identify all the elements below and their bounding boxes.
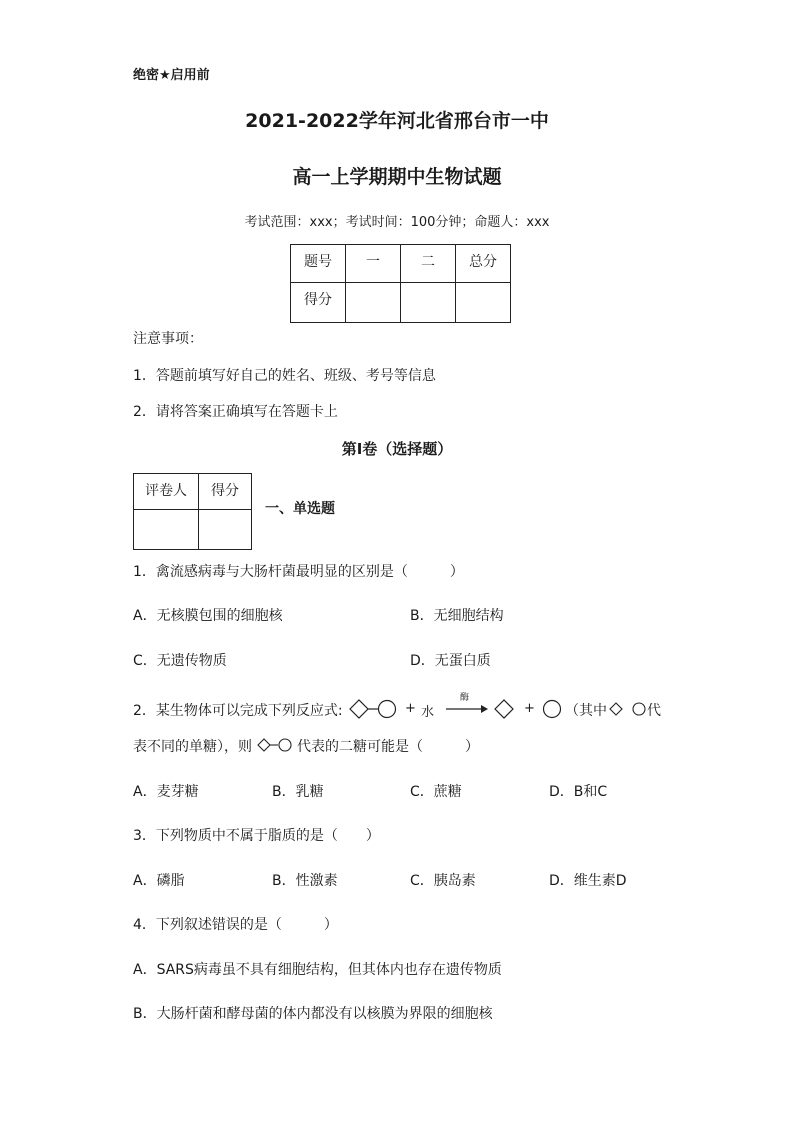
grader-cell[interactable] — [134, 510, 199, 550]
question-1-stem: 1．禽流感病毒与大肠杆菌最明显的区别是（ ） — [133, 564, 464, 580]
disaccharide-diagram — [349, 699, 399, 719]
score-table-row-label: 得分 — [291, 283, 346, 323]
score-table-header: 二 — [401, 245, 456, 283]
question-4-stem: 4．下列叙述错误的是（ ） — [133, 917, 338, 933]
question-2-option-d[interactable]: D．B和C — [549, 784, 608, 800]
diamond-icon — [494, 699, 514, 719]
question-3-option-a[interactable]: A．磷脂 — [133, 873, 185, 889]
question-2-option-b[interactable]: B．乳糖 — [272, 784, 324, 800]
question-1-option-c[interactable]: C．无遗传物质 — [133, 653, 227, 669]
part-title: 一、单选题 — [265, 501, 335, 517]
score-cell[interactable] — [346, 283, 401, 323]
score-table-header: 一 — [346, 245, 401, 283]
question-1-option-d[interactable]: D．无蛋白质 — [410, 653, 491, 669]
circle-icon — [542, 699, 562, 719]
exam-info: 考试范围：xxx；考试时间：100分钟；命题人：xxx — [244, 215, 550, 230]
score-table — [290, 244, 511, 323]
enzyme-label: 酶 — [460, 693, 470, 703]
question-1-option-b[interactable]: B．无细胞结构 — [410, 608, 504, 624]
question-3-option-b[interactable]: B．性激素 — [272, 873, 338, 889]
question-4-option-b[interactable]: B．大肠杆菌和酵母菌的体内都没有以核膜为界限的细胞核 — [133, 1006, 493, 1022]
title-line-2: 高一上学期期中生物试题 — [292, 166, 502, 188]
title-line-1: 2021-2022学年河北省邢台市一中 — [245, 110, 549, 132]
grader-score-cell[interactable] — [199, 510, 252, 550]
question-2-option-c[interactable]: C．蔗糖 — [410, 784, 462, 800]
question-2-stem-prefix: 2．某生物体可以完成下列反应式: — [133, 703, 343, 719]
plus-sign: + — [524, 701, 535, 716]
notes-title: 注意事项： — [133, 331, 203, 347]
diamond-icon — [609, 702, 623, 716]
question-2-paren-suffix: 代 — [647, 703, 661, 719]
question-2-line2-prefix: 表不同的单糖），则 — [133, 739, 252, 755]
section-title: 第I卷（选择题） — [341, 440, 453, 458]
disaccharide-small-icon — [257, 738, 293, 752]
grader-score-label: 得分 — [199, 474, 252, 510]
grader-label: 评卷人 — [134, 474, 199, 510]
question-3-option-d[interactable]: D．维生素D — [549, 873, 627, 889]
reaction-arrow-icon — [446, 704, 488, 714]
score-cell[interactable] — [401, 283, 456, 323]
question-2-paren-prefix: （其中 — [565, 703, 607, 719]
question-4-option-a[interactable]: A．SARS病毒虽不具有细胞结构，但其体内也存在遗传物质 — [133, 962, 502, 978]
question-1-option-a[interactable]: A．无核膜包围的细胞核 — [133, 608, 283, 624]
note-item: 1．答题前填写好自己的姓名、班级、考号等信息 — [133, 368, 436, 384]
circle-icon — [632, 702, 646, 716]
score-table-header: 总分 — [456, 245, 511, 283]
water-label: 水 — [421, 705, 435, 720]
grader-table — [133, 473, 252, 550]
question-2-line2-suffix: 代表的二糖可能是（ ） — [297, 739, 479, 755]
plus-sign: + — [405, 701, 416, 716]
score-table-header: 题号 — [291, 245, 346, 283]
question-2-option-a[interactable]: A．麦芽糖 — [133, 784, 199, 800]
secret-label: 绝密★启用前 — [133, 68, 210, 83]
note-item: 2．请将答案正确填写在答题卡上 — [133, 404, 338, 420]
score-cell[interactable] — [456, 283, 511, 323]
question-3-stem: 3．下列物质中不属于脂质的是（ ） — [133, 828, 380, 844]
question-3-option-c[interactable]: C．胰岛素 — [410, 873, 476, 889]
